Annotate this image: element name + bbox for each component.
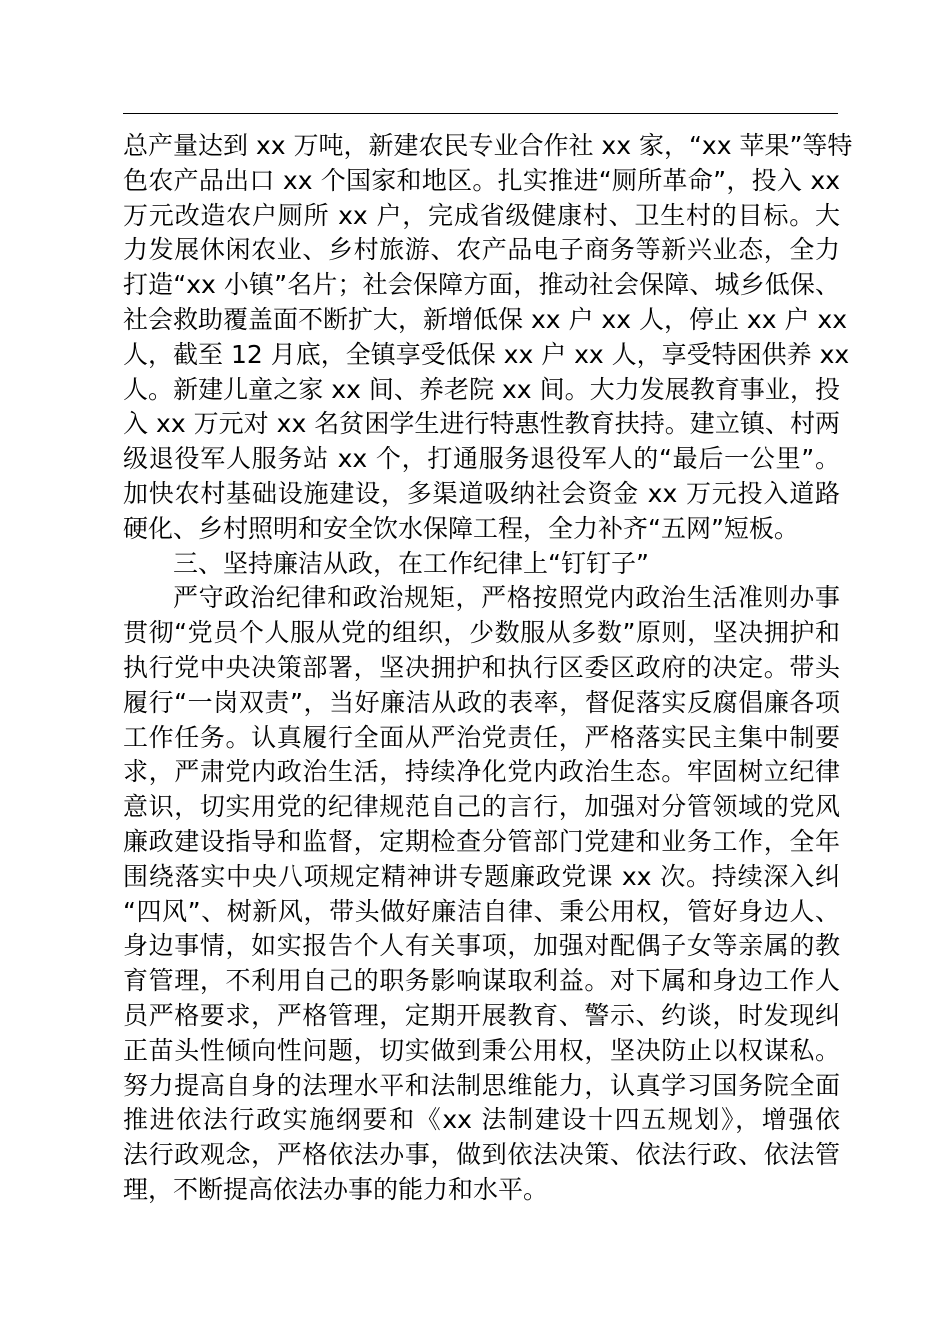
text-line: 贯彻“党员个人服从党的组织，少数服从多数”原则，坚决拥护和: [123, 618, 840, 648]
text-line: 严守政治纪律和政治规矩，严格按照党内政治生活准则办事: [173, 583, 840, 613]
text-line: 执行党中央决策部署，坚决拥护和执行区委区政府的决定。带头: [123, 652, 840, 682]
text-line: 法行政观念，严格依法办事，做到依法决策、依法行政、依法管: [123, 1140, 840, 1170]
text-line: 理，不断提高依法办事的能力和水平。: [123, 1174, 549, 1204]
text-line: 总产量达到 xx 万吨，新建农民专业合作社 xx 家，“xx 苹果”等特: [123, 131, 853, 160]
text-line: 社会救助覆盖面不断扩大，新增低保 xx 户 xx 人，停止 xx 户 xx: [123, 304, 847, 334]
text-line: 硬化、乡村照明和安全饮水保障工程，全力补齐“五网”短板。: [123, 513, 799, 543]
text-line: 力发展休闲农业、乡村旅游、农产品电子商务等新兴业态，全力: [123, 235, 840, 265]
text-line: 正苗头性倾向性问题，切实做到秉公用权，坚决防止以权谋私。: [123, 1035, 840, 1065]
text-line: 级退役军人服务站 xx 个，打通服务退役军人的“最后一公里”。: [123, 444, 840, 474]
document-body: [123, 129, 853, 1208]
text-line: 加快农村基础设施建设，多渠道吸纳社会资金 xx 万元投入道路: [123, 478, 840, 508]
text-line: 人。新建儿童之家 xx 间、养老院 xx 间。大力发展教育事业，投: [123, 374, 840, 404]
header-rule: [123, 113, 838, 114]
text-line: 员严格要求，严格管理，定期开展教育、警示、约谈，时发现纠: [123, 1000, 840, 1030]
text-line: 入 xx 万元对 xx 名贫困学生进行特惠性教育扶持。建立镇、村两: [123, 409, 840, 439]
text-line: 努力提高自身的法理水平和法制思维能力，认真学习国务院全面: [123, 1070, 840, 1100]
text-line: 廉政建设指导和监督，定期检查分管部门党建和业务工作，全年: [123, 826, 840, 856]
text-line: 万元改造农户厕所 xx 户，完成省级健康村、卫生村的目标。大: [123, 200, 840, 230]
paragraph-1: [123, 129, 853, 547]
text-line: 色农产品出口 xx 个国家和地区。扎实推进“厕所革命”，投入 xx: [123, 165, 840, 195]
text-line: 身边事情，如实报告个人有关事项，加强对配偶子女等亲属的教: [123, 931, 840, 961]
section-heading: 三、坚持廉洁从政，在工作纪律上“钉钉子”: [173, 548, 649, 578]
text-line: 履行“一岗双责”，当好廉洁从政的表率，督促落实反腐倡廉各项: [123, 687, 840, 717]
text-line: 人，截至 12 月底，全镇享受低保 xx 户 xx 人，享受特困供养 xx: [123, 339, 850, 369]
text-line: 意识，切实用党的纪律规范自己的言行，加强对分管领域的党风: [123, 792, 840, 822]
text-line: 工作任务。认真履行全面从严治党责任，严格落实民主集中制要: [123, 722, 840, 752]
text-line: 围绕落实中央八项规定精神讲专题廉政党课 xx 次。持续深入纠: [123, 861, 840, 891]
text-line: 育管理，不利用自己的职务影响谋取利益。对下属和身边工作人: [123, 966, 840, 996]
paragraph-2: [123, 581, 840, 1207]
text-line: 打造“xx 小镇”名片；社会保障方面，推动社会保障、城乡低保、: [123, 270, 840, 300]
text-line: 推进依法行政实施纲要和《xx 法制建设十四五规划》，增强依: [123, 1105, 840, 1135]
text-line: 求，严肃党内政治生活，持续净化党内政治生态。牢固树立纪律: [123, 757, 840, 787]
text-line: “四风”、树新风，带头做好廉洁自律、秉公用权，管好身边人、: [123, 896, 840, 926]
